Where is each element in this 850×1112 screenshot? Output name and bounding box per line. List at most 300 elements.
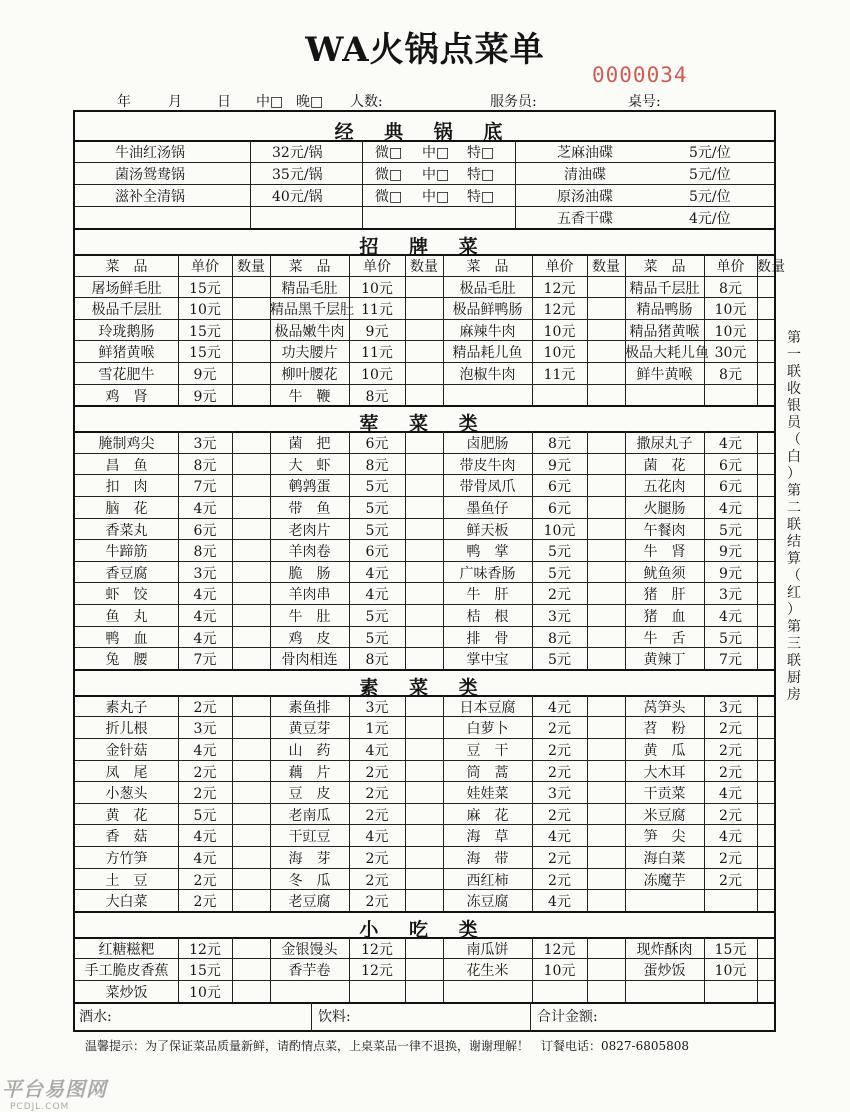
column-divider bbox=[625, 254, 626, 405]
quantity-input[interactable] bbox=[759, 475, 776, 495]
column-divider bbox=[532, 695, 533, 911]
quantity-input[interactable] bbox=[407, 475, 441, 495]
dish-price: 5元 bbox=[548, 652, 571, 669]
quantity-input[interactable] bbox=[589, 739, 623, 759]
footer-tip: 温馨提示：为了保证菜品质量新鲜，请酌情点菜，上桌菜品一律不退换，谢谢理解！ 订餐电话：0827-6805808 bbox=[85, 1039, 690, 1053]
dish-price: 6元 bbox=[365, 544, 389, 561]
side-note-char: 白 bbox=[787, 449, 801, 465]
quantity-input[interactable] bbox=[234, 540, 268, 560]
dish-name: 豆 皮 bbox=[288, 786, 331, 803]
row-divider bbox=[75, 162, 774, 163]
dish-name: 极品毛肚 bbox=[459, 280, 516, 297]
quantity-input[interactable] bbox=[234, 869, 268, 889]
broth-name: 菌汤鸳鸯锅 bbox=[115, 167, 185, 183]
side-note-char: （ bbox=[787, 432, 801, 448]
quantity-input[interactable] bbox=[589, 454, 623, 474]
side-note bbox=[782, 330, 806, 704]
dish-price: 12元 bbox=[543, 941, 576, 958]
dish-name: 香芋卷 bbox=[288, 963, 331, 980]
quantity-input[interactable] bbox=[589, 959, 623, 979]
dish-price: 5元 bbox=[548, 565, 571, 582]
dish-name: 羊肉卷 bbox=[288, 544, 331, 561]
quantity-input[interactable] bbox=[759, 583, 776, 603]
dish-price: 15元 bbox=[189, 323, 221, 340]
dish-name: 牛 肾 bbox=[643, 544, 686, 561]
quantity-input[interactable] bbox=[234, 938, 268, 958]
quantity-input[interactable] bbox=[407, 869, 441, 889]
quantity-input[interactable] bbox=[759, 385, 776, 405]
dish-name: 脆 肠 bbox=[288, 565, 331, 582]
dish-price: 2元 bbox=[719, 807, 742, 824]
quantity-input[interactable] bbox=[234, 497, 268, 517]
quantity-input[interactable] bbox=[407, 320, 441, 340]
quantity-input[interactable] bbox=[759, 739, 776, 759]
side-note-char: 三 bbox=[787, 636, 801, 652]
dish-price: 2元 bbox=[719, 851, 742, 867]
dish-price: 12元 bbox=[361, 963, 393, 980]
quantity-input[interactable] bbox=[234, 847, 268, 867]
dish-price: 5元 bbox=[548, 544, 571, 561]
spice-mild-checkbox[interactable]: 微□ bbox=[375, 145, 403, 161]
header-lunch: 中□ bbox=[256, 94, 284, 110]
dish-price: 4元 bbox=[365, 743, 389, 759]
quantity-input[interactable] bbox=[759, 432, 776, 452]
quantity-input[interactable] bbox=[589, 562, 623, 582]
quantity-input[interactable] bbox=[407, 298, 441, 318]
dish-name: 脑 花 bbox=[105, 501, 148, 517]
dish-name: 功夫腰片 bbox=[281, 345, 338, 362]
dish-price: 15元 bbox=[714, 941, 747, 958]
spice-extra-checkbox[interactable]: 特□ bbox=[467, 167, 495, 183]
dish-name: 精品耗儿鱼 bbox=[452, 345, 523, 362]
quantity-input[interactable] bbox=[589, 540, 623, 560]
col-header-price: 单价 bbox=[191, 259, 219, 275]
quantity-input[interactable] bbox=[407, 605, 441, 625]
dish-name: 兔 腰 bbox=[105, 652, 148, 669]
dish-name: 海 带 bbox=[466, 851, 509, 867]
quantity-input[interactable] bbox=[589, 648, 623, 668]
dish-price: 2元 bbox=[719, 743, 742, 759]
column-divider bbox=[232, 431, 233, 669]
column-divider bbox=[250, 140, 251, 228]
dish-price: 2元 bbox=[548, 764, 571, 781]
dish-name: 精品鸭肠 bbox=[636, 302, 693, 319]
dish-name: 鱼 丸 bbox=[105, 609, 148, 625]
dish-price: 10元 bbox=[361, 367, 393, 383]
dish-price: 3元 bbox=[193, 565, 217, 582]
quantity-input[interactable] bbox=[759, 540, 776, 560]
quantity-input[interactable] bbox=[407, 519, 441, 539]
quantity-input[interactable] bbox=[407, 890, 441, 910]
quantity-input[interactable] bbox=[589, 583, 623, 603]
quantity-input[interactable] bbox=[589, 363, 623, 383]
dish-name: 黄辣丁 bbox=[643, 652, 686, 669]
quantity-input[interactable] bbox=[589, 938, 623, 958]
column-divider bbox=[443, 254, 444, 405]
quantity-input[interactable] bbox=[234, 519, 268, 539]
dish-name: 鸭 掌 bbox=[466, 544, 509, 561]
quantity-input[interactable] bbox=[234, 696, 268, 716]
dish-name: 泡椒牛肉 bbox=[459, 367, 516, 383]
spice-mild-checkbox[interactable]: 微□ bbox=[375, 167, 403, 183]
dish-price: 4元 bbox=[365, 565, 389, 582]
side-note-char: 联 bbox=[787, 364, 801, 380]
total-amount-field[interactable]: 合计金额: bbox=[537, 1008, 598, 1025]
dish-name: 麻辣牛肉 bbox=[459, 323, 516, 340]
quantity-input[interactable] bbox=[589, 869, 623, 889]
dish-name: 带骨凤爪 bbox=[459, 479, 516, 496]
dish-price: 12元 bbox=[543, 280, 576, 297]
quantity-input[interactable] bbox=[589, 320, 623, 340]
quantity-input[interactable] bbox=[407, 562, 441, 582]
spice-extra-checkbox[interactable]: 特□ bbox=[467, 145, 495, 161]
quantity-input[interactable] bbox=[759, 277, 776, 297]
quantity-input[interactable] bbox=[759, 696, 776, 716]
quantity-input[interactable] bbox=[234, 583, 268, 603]
quantity-input[interactable] bbox=[759, 959, 776, 979]
quantity-input[interactable] bbox=[759, 454, 776, 474]
column-divider bbox=[443, 431, 444, 669]
dish-price: 9元 bbox=[193, 388, 217, 405]
quantity-input[interactable] bbox=[759, 938, 776, 958]
quantity-input[interactable] bbox=[759, 804, 776, 824]
column-divider bbox=[232, 937, 233, 1002]
watermark-logo bbox=[2, 1073, 107, 1112]
dish-price: 5元 bbox=[719, 630, 742, 647]
quantity-input[interactable] bbox=[407, 981, 441, 1001]
quantity-input[interactable] bbox=[759, 847, 776, 867]
dish-name: 黄豆芽 bbox=[288, 721, 331, 738]
quantity-input[interactable] bbox=[589, 475, 623, 495]
column-divider bbox=[625, 937, 626, 1002]
dish-price: 4元 bbox=[548, 894, 571, 911]
dish-price: 15元 bbox=[189, 963, 221, 980]
quantity-input[interactable] bbox=[234, 363, 268, 383]
column-divider bbox=[532, 254, 533, 405]
dish-price: 2元 bbox=[365, 872, 389, 889]
dish-name: 凤 尾 bbox=[105, 764, 148, 781]
dish-name: 鲜天板 bbox=[466, 522, 509, 539]
dish-price: 4元 bbox=[548, 699, 571, 716]
column-divider bbox=[443, 937, 444, 1002]
quantity-input[interactable] bbox=[759, 890, 776, 910]
dish-name: 海 芽 bbox=[288, 851, 331, 867]
dish-name: 大木耳 bbox=[643, 764, 686, 781]
dish-price: 2元 bbox=[193, 872, 217, 889]
quantity-input[interactable] bbox=[589, 627, 623, 647]
quantity-input[interactable] bbox=[407, 540, 441, 560]
column-divider bbox=[270, 937, 271, 1002]
dish-price: 4元 bbox=[365, 587, 389, 604]
dish-price: 9元 bbox=[719, 565, 742, 582]
quantity-input[interactable] bbox=[234, 761, 268, 781]
quantity-input[interactable] bbox=[234, 475, 268, 495]
dish-name: 牛 肚 bbox=[288, 609, 331, 625]
dish-price: 3元 bbox=[719, 699, 742, 716]
quantity-input[interactable] bbox=[234, 432, 268, 452]
quantity-input[interactable] bbox=[407, 717, 441, 737]
quantity-input[interactable] bbox=[407, 938, 441, 958]
quantity-input[interactable] bbox=[759, 298, 776, 318]
quantity-input[interactable] bbox=[234, 341, 268, 361]
dish-price: 6元 bbox=[719, 479, 742, 496]
quantity-input[interactable] bbox=[759, 825, 776, 845]
quantity-input[interactable] bbox=[759, 648, 776, 668]
dish-name: 藕 片 bbox=[288, 764, 331, 781]
dish-name: 掌中宝 bbox=[466, 652, 509, 669]
dish-name: 鹌鹑蛋 bbox=[288, 479, 331, 496]
quantity-input[interactable] bbox=[759, 717, 776, 737]
dish-price: 4元 bbox=[193, 609, 217, 625]
dish-name: 土 豆 bbox=[105, 872, 148, 889]
quantity-input[interactable] bbox=[407, 761, 441, 781]
column-divider bbox=[757, 431, 758, 669]
quantity-input[interactable] bbox=[234, 454, 268, 474]
quantity-input[interactable] bbox=[407, 847, 441, 867]
quantity-input[interactable] bbox=[589, 890, 623, 910]
quantity-input[interactable] bbox=[407, 648, 441, 668]
quantity-input[interactable] bbox=[589, 847, 623, 867]
dish-price: 2元 bbox=[719, 872, 742, 889]
quantity-input[interactable] bbox=[407, 739, 441, 759]
dish-name: 麻 花 bbox=[466, 807, 509, 824]
quantity-input[interactable] bbox=[234, 605, 268, 625]
dish-price: 4元 bbox=[193, 501, 217, 517]
quantity-input[interactable] bbox=[407, 782, 441, 802]
dish-price: 3元 bbox=[365, 699, 389, 716]
quantity-input[interactable] bbox=[759, 320, 776, 340]
quantity-input[interactable] bbox=[589, 717, 623, 737]
quantity-input[interactable] bbox=[759, 363, 776, 383]
dish-name: 屠场鲜毛肚 bbox=[91, 280, 162, 297]
quantity-input[interactable] bbox=[407, 385, 441, 405]
quantity-input[interactable] bbox=[234, 648, 268, 668]
column-divider bbox=[757, 937, 758, 1002]
dish-name: 昌 鱼 bbox=[105, 457, 148, 474]
dish-name: 极品嫩牛肉 bbox=[274, 323, 345, 340]
quantity-input[interactable] bbox=[589, 385, 623, 405]
quantity-input[interactable] bbox=[759, 869, 776, 889]
dish-name: 鸭 血 bbox=[105, 630, 148, 647]
quantity-input[interactable] bbox=[589, 825, 623, 845]
quantity-input[interactable] bbox=[234, 385, 268, 405]
quantity-input[interactable] bbox=[589, 497, 623, 517]
dish-name: 海 草 bbox=[466, 829, 509, 846]
row-divider bbox=[75, 669, 774, 671]
dish-name: 鸡 肾 bbox=[105, 388, 148, 405]
dish-name: 米豆腐 bbox=[643, 807, 686, 824]
dish-name: 娃娃菜 bbox=[466, 786, 509, 803]
dish-name: 火腿肠 bbox=[643, 501, 686, 517]
quantity-input[interactable] bbox=[589, 782, 623, 802]
col-header-qty: 数量 bbox=[592, 259, 620, 275]
dish-price: 3元 bbox=[193, 721, 217, 738]
quantity-input[interactable] bbox=[407, 804, 441, 824]
quantity-input[interactable] bbox=[234, 782, 268, 802]
side-note-char: 算 bbox=[787, 551, 801, 567]
quantity-input[interactable] bbox=[759, 562, 776, 582]
quantity-input[interactable] bbox=[589, 277, 623, 297]
dish-name: 素丸子 bbox=[105, 699, 148, 716]
quantity-input[interactable] bbox=[589, 519, 623, 539]
column-divider bbox=[587, 431, 588, 669]
sauce-name: 清油碟 bbox=[564, 167, 606, 183]
dish-price: 10元 bbox=[543, 323, 576, 340]
dish-price: 4元 bbox=[548, 829, 571, 846]
quantity-input[interactable] bbox=[589, 761, 623, 781]
row-divider bbox=[75, 911, 774, 913]
dish-name: 精品毛肚 bbox=[281, 280, 338, 297]
dish-name: 菜炒饭 bbox=[105, 985, 148, 1001]
quantity-input[interactable] bbox=[407, 583, 441, 603]
quantity-input[interactable] bbox=[589, 696, 623, 716]
dish-price: 2元 bbox=[365, 851, 389, 867]
quantity-input[interactable] bbox=[234, 825, 268, 845]
side-note-char: 房 bbox=[787, 687, 801, 703]
dish-price: 5元 bbox=[365, 630, 389, 647]
quantity-input[interactable] bbox=[234, 804, 268, 824]
dish-price: 8元 bbox=[193, 544, 217, 561]
quantity-input[interactable] bbox=[589, 298, 623, 318]
dish-price: 2元 bbox=[719, 721, 742, 738]
quantity-input[interactable] bbox=[234, 298, 268, 318]
quantity-input[interactable] bbox=[759, 519, 776, 539]
beverages-field[interactable]: 饮料: bbox=[318, 1008, 351, 1025]
dish-price: 9元 bbox=[193, 367, 217, 383]
dish-name: 排 骨 bbox=[466, 630, 509, 647]
quantity-input[interactable] bbox=[234, 277, 268, 297]
dish-name: 素鱼排 bbox=[288, 699, 331, 716]
quantity-input[interactable] bbox=[759, 341, 776, 361]
header-people: 人数: bbox=[350, 94, 383, 110]
quantity-input[interactable] bbox=[234, 562, 268, 582]
spice-mild-checkbox[interactable]: 微□ bbox=[375, 189, 403, 205]
dish-price: 4元 bbox=[365, 829, 389, 846]
dish-price: 6元 bbox=[193, 522, 217, 539]
quantity-input[interactable] bbox=[589, 341, 623, 361]
quantity-input[interactable] bbox=[759, 497, 776, 517]
dish-name: 老南瓜 bbox=[288, 807, 331, 824]
dish-name: 骨肉相连 bbox=[281, 652, 338, 669]
side-note-char: 结 bbox=[787, 534, 801, 550]
dish-price: 10元 bbox=[543, 345, 576, 362]
dish-price: 2元 bbox=[193, 786, 217, 803]
quantity-input[interactable] bbox=[234, 981, 268, 1001]
col-header-price: 单价 bbox=[545, 259, 574, 275]
sauce-name: 原汤油碟 bbox=[557, 189, 613, 205]
dish-price: 4元 bbox=[193, 743, 217, 759]
quantity-input[interactable] bbox=[234, 739, 268, 759]
dish-price: 3元 bbox=[548, 609, 571, 625]
dish-price: 2元 bbox=[193, 699, 217, 716]
column-divider bbox=[587, 937, 588, 1002]
quantity-input[interactable] bbox=[407, 277, 441, 297]
quantity-input[interactable] bbox=[407, 454, 441, 474]
dish-price: 15元 bbox=[189, 345, 221, 362]
column-divider bbox=[757, 695, 758, 911]
quantity-input[interactable] bbox=[234, 320, 268, 340]
dish-name: 筒 蒿 bbox=[466, 764, 509, 781]
quantity-input[interactable] bbox=[759, 761, 776, 781]
side-note-char: 联 bbox=[787, 517, 801, 533]
quantity-input[interactable] bbox=[759, 782, 776, 802]
header-waiter: 服务员: bbox=[490, 94, 537, 110]
col-header-price: 单价 bbox=[363, 259, 391, 275]
column-divider bbox=[532, 937, 533, 1002]
spice-medium-checkbox[interactable]: 中□ bbox=[422, 167, 450, 183]
quantity-input[interactable] bbox=[589, 804, 623, 824]
quantity-input[interactable] bbox=[234, 717, 268, 737]
spice-medium-checkbox[interactable]: 中□ bbox=[422, 189, 450, 205]
quantity-input[interactable] bbox=[407, 497, 441, 517]
dish-price: 11元 bbox=[543, 367, 576, 383]
dish-name: 干豇豆 bbox=[288, 829, 331, 846]
dish-price: 12元 bbox=[543, 302, 576, 319]
quantity-input[interactable] bbox=[589, 605, 623, 625]
dish-name: 现炸酥肉 bbox=[636, 941, 693, 958]
quantity-input[interactable] bbox=[759, 981, 776, 1001]
column-divider bbox=[311, 1002, 312, 1032]
quantity-input[interactable] bbox=[407, 627, 441, 647]
dish-name: 虾 饺 bbox=[105, 587, 148, 604]
side-note-char: ） bbox=[787, 466, 801, 482]
column-divider bbox=[515, 140, 516, 228]
dish-price: 11元 bbox=[361, 302, 393, 319]
dish-name: 雪花肥牛 bbox=[98, 367, 155, 383]
dish-name: 广味香肠 bbox=[459, 565, 516, 582]
dish-name: 极品鲜鸭肠 bbox=[452, 302, 523, 319]
dish-name: 冻豆腐 bbox=[466, 894, 509, 911]
quantity-input[interactable] bbox=[407, 825, 441, 845]
quantity-input[interactable] bbox=[407, 696, 441, 716]
dish-price: 6元 bbox=[548, 479, 571, 496]
quantity-input[interactable] bbox=[759, 605, 776, 625]
dish-price: 2元 bbox=[365, 894, 389, 911]
quantity-input[interactable] bbox=[589, 981, 623, 1001]
column-divider bbox=[587, 254, 588, 405]
dish-price: 10元 bbox=[189, 302, 221, 319]
dish-name: 扣 肉 bbox=[105, 479, 148, 496]
dish-name: 带皮牛肉 bbox=[459, 457, 516, 474]
broth-name: 牛油红汤锅 bbox=[115, 145, 185, 161]
quantity-input[interactable] bbox=[234, 959, 268, 979]
quantity-input[interactable] bbox=[407, 432, 441, 452]
quantity-input[interactable] bbox=[759, 627, 776, 647]
column-divider bbox=[757, 254, 758, 405]
quantity-input[interactable] bbox=[589, 432, 623, 452]
quantity-input[interactable] bbox=[234, 890, 268, 910]
dish-name: 笋 尖 bbox=[643, 829, 686, 846]
dish-name: 鲜牛黄喉 bbox=[636, 367, 693, 383]
dish-name: 蛋炒饭 bbox=[643, 963, 686, 980]
dish-price: 2元 bbox=[365, 764, 389, 781]
dish-name: 鱿鱼须 bbox=[643, 565, 686, 582]
quantity-input[interactable] bbox=[234, 627, 268, 647]
quantity-input[interactable] bbox=[407, 341, 441, 361]
dish-name: 冻魔芋 bbox=[643, 872, 686, 889]
quantity-input[interactable] bbox=[407, 363, 441, 383]
dish-name: 小葱头 bbox=[105, 786, 148, 803]
dish-name: 菌 花 bbox=[643, 457, 686, 474]
dish-price: 12元 bbox=[189, 941, 221, 958]
spice-extra-checkbox[interactable]: 特□ bbox=[467, 189, 495, 205]
spice-medium-checkbox[interactable]: 中□ bbox=[422, 145, 450, 161]
col-header-dish: 菜 品 bbox=[466, 259, 509, 275]
quantity-input[interactable] bbox=[407, 959, 441, 979]
dish-price: 4元 bbox=[193, 587, 217, 604]
drinks-field[interactable]: 酒水: bbox=[79, 1008, 112, 1025]
side-note-char: 收 bbox=[787, 381, 801, 397]
